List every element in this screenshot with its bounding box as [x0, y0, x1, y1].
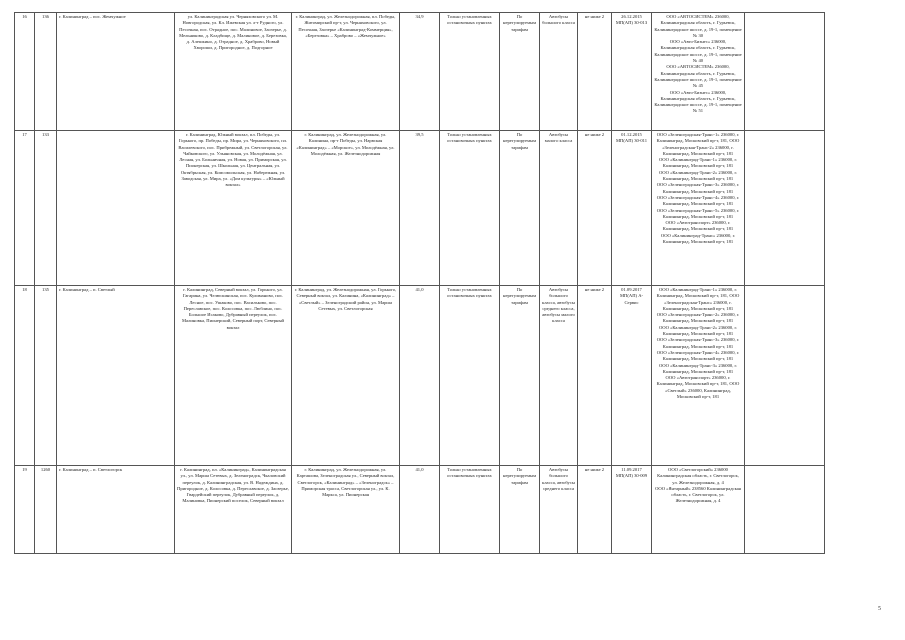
route-number: 19	[15, 466, 35, 554]
registry-number: 136	[35, 13, 57, 131]
carrier-info: ООО «АВТОСИСТЕМ» 236000, Калининградская область, г. Гурьевск, Калининградское шоссе, д. 19-1, помещение № 30 ООО «Авто-Бизнес» 236000, Калининградская область, г. Гурьевск, Калининградское шоссе, д. 19-1, помещение № 40 ООО «АВТОСИСТЕМ» 236000, Калининградская область, г. Гурьевск, Калининградское шоссе, д. 19-1, помещение № 45 ООО «Авто-Бизнес» 236000, Калининградская область, г. Гурьевск, Калининградское шоссе, д. 19-1, помещение № 51	[652, 13, 745, 131]
table-row	[15, 286, 825, 466]
route-name: г. Калининград – п. Светлогорск	[57, 466, 175, 554]
start-date: 26.12.2015 МП(АП) 30-013	[612, 13, 652, 131]
route-stops: г. Калининград, ул. Железнодорожная, ул. Карташова, Зеленоградская ул., Северный вокзал, Светлогорск, «Калининград» – «Зеленоградск» – Приморская трасса, Светлогорская ул., ул. К. Маркса, ул. Пионерская	[292, 466, 400, 554]
tariff-type: По нерегулируемым тарифам	[500, 286, 540, 466]
start-date: 11.09.2017 МП(АП) 30-009	[612, 466, 652, 554]
route-length: 39,5	[400, 131, 440, 286]
route-length: 41,0	[400, 466, 440, 554]
empty-cell	[745, 466, 825, 554]
registry-number: 1260	[35, 466, 57, 554]
empty-cell	[745, 13, 825, 131]
table-row	[15, 13, 825, 131]
start-date: 01.09.2017 МП(АП) А-Сервис	[612, 286, 652, 466]
route-streets: ул. Калининградская ул. Черняховского ул. М. Новгородская, ул. Кл. Ижевская ул. л-т Рудного, ул. Песочная, пос. Отрадное, пос. Малиновое, Заозерье, д. Мельниково, д. Кладбище, д. Малиновое, д. Березовка, д. Алешкино, д. Отрадное, д. Храброво, Новый Хвороши, д. Пригородное, д. Подгорное	[175, 13, 292, 131]
route-length: 34,9	[400, 13, 440, 131]
route-name: г. Калининград – п. Светлый	[57, 286, 175, 466]
route-number: 18	[15, 286, 35, 466]
tariff-type: По нерегулируемым тарифам	[500, 466, 540, 554]
route-stops: г. Калининград, ул. Железнодорожная, пл. Победы, Житомирский пр-т, ул. Черняховского, ул. Песочная, Заозерье «Калининград-Коммерция», «Березовка» – Храброво – «Жемчужное»	[292, 13, 400, 131]
registry-number: 133	[35, 131, 57, 286]
carrier-info: ООО «Калининград-Транс-1» 236000, г. Калининград, Московский пр-т, 181, ООО «Зеленоградская-Транс» 236000, г. Калининград, Московский пр-т, 181 ООО «Зеленоградская-Транс-2» 236000, г. Калининград, Московский пр-т, 181 ООО «Калининград-Транс-2» 236000, г. Калининград, Московский пр-т, 181 ООО «Зеленоградская-Транс-3» 236000, г. Калининград, Московский пр-т, 181 ООО «Зеленоградская-Транс-4» 236000, г. Калининград, Московский пр-т, 181 ООО «Калининград-Транс-3» 236000, г. Калининград, Московский пр-т, 181 ООО «Автотранспорт» 236000, г. Калининград, Московский пр-т, 181, ООО «Светлый» 236000, Калининград, Московский пр-т, 181	[652, 286, 745, 466]
vehicle-class: Автобусы большого класса	[540, 13, 578, 131]
route-streets: г. Калининград, пл. «Калининград», Калининградская ул., ул. Марша Сетевых, д. Зеленоградск, Чкаловский переулок, д. Калининградская, ул. В. Надеждина, д. Пригородное, д. Колосовка, д. Переславское, д. Заозерье, Гвардейский переулок, Дубравный переулок, д. Малиновка, Пионерский поселок, Северный вокзал	[175, 466, 292, 554]
boarding-order: Только установленных остановочных пунктах	[440, 131, 500, 286]
vehicle-class: Автобусы большого класса, автобусы среднего класса	[540, 466, 578, 554]
carrier-info: ООО «Светлогорский» 236000 Калининградская область, г. Светлогорск, ул. Железнодорожная, д. 4 ООО «Янтарный» 238560 Калининградская область, г. Светлогорск, ул. Железнодорожная, д. 4	[652, 466, 745, 554]
table-row	[15, 131, 825, 286]
vehicle-class: Автобусы малого класса	[540, 131, 578, 286]
empty-cell	[745, 286, 825, 466]
route-name: г. Калининград – пос. Жемчужное	[57, 13, 175, 131]
route-name	[57, 131, 175, 286]
boarding-order: Только установленных остановочных пунктах	[440, 286, 500, 466]
ecology-class: не ниже 2	[578, 13, 612, 131]
carrier-info: ООО «Зеленоградская-Транс-1» 236000, г. Калининград, Московский пр-т, 181, ООО «Зеленоградская-Транс-2» 236000, г. Калининград, Московский пр-т, 181 ООО «Калининград-Транс-1» 236000, г. Калининград, Московский пр-т, 181 ООО «Калининград-Транс-2» 236000, г. Калининград, Московский пр-т, 181 ООО «Зеленоградская-Транс-3» 236000, г. Калининград, Московский пр-т, 181 ООО «Зеленоградская-Транс-4» 236000, г. Калининград, Московский пр-т, 181 ООО «Зеленоградская-Транс-5» 236000, г. Калининград, Московский пр-т, 181 ООО «Автотранспорт» 236000, г. Калининград, Московский пр-т, 181 ООО «Калининград-Транс» 236000, г. Калининград, Московский пр-т, 181	[652, 131, 745, 286]
ecology-class: не ниже 2	[578, 466, 612, 554]
tariff-type: По нерегулируемым тарифам	[500, 13, 540, 131]
boarding-order: Только установленных остановочных пунктах	[440, 13, 500, 131]
registry-number: 135	[35, 286, 57, 466]
ecology-class: не ниже 2	[578, 286, 612, 466]
route-stops: г. Калининград, ул. Железнодорожная, ул. Горького, Северный вокзал, ул. Калинина, «Калининград» – «Светлый» – Зеленоградский район, ул. Марша Сетевых, ул. Светлогорская	[292, 286, 400, 466]
table-row	[15, 466, 825, 554]
tariff-type: По нерегулируемым тарифам	[500, 131, 540, 286]
route-streets: г. Калининград, Северный вокзал, ул. Горького, ул. Гагарина, ул. Челюскинская, пос. Кулиманово, пос. Лесное, пос. Ушаково, пос. Васильково, пос. Переславское, пос. Колосовка, пос. Люблино, пос. Большое Исаково, Дубравный переулок, пос. Малиновка, Пионерский, Северный порт, Северный вокзал	[175, 286, 292, 466]
page-number: 5	[878, 606, 881, 612]
routes-table	[14, 12, 825, 554]
route-length: 41,0	[400, 286, 440, 466]
empty-cell	[745, 131, 825, 286]
route-stops: г. Калининград, ул. Железнодорожная, ул. Калинина, пр-т Победы, ул. Нарвская «Калининград» – «Морское», ул. Молодёжная, ул. Молодёжная, ул. Железнодорожная	[292, 131, 400, 286]
route-number: 16	[15, 13, 35, 131]
boarding-order: Только установленных остановочных пунктах	[440, 466, 500, 554]
route-number: 17	[15, 131, 35, 286]
start-date: 01.12.2015 МП(АП) 30-011	[612, 131, 652, 286]
ecology-class: не ниже 2	[578, 131, 612, 286]
vehicle-class: Автобусы большого класса, автобусы среднего класса, автобусы малого класса	[540, 286, 578, 466]
route-streets: г. Калининград, Южный вокзал, пл. Победы, ул. Горького, пр. Победы, пр. Мира, ул. Черняховского, пл. Василевского, пос. Прибрежный, ул. Светлогорская, ул. Чайковского, ул. Ульяновская, ул. Молодёжная, ул. Лесная, ул. Больничная, ул. Новая, ул. Приморская, ул. Пионерская, ул. Школьная, ул. Центральная, ул. Октябрьская, ул. Комсомольская, ул. Набережная, ул. Заводская, ул. Мира, ул. «Дом культуры» – «Южный вокзал»	[175, 131, 292, 286]
